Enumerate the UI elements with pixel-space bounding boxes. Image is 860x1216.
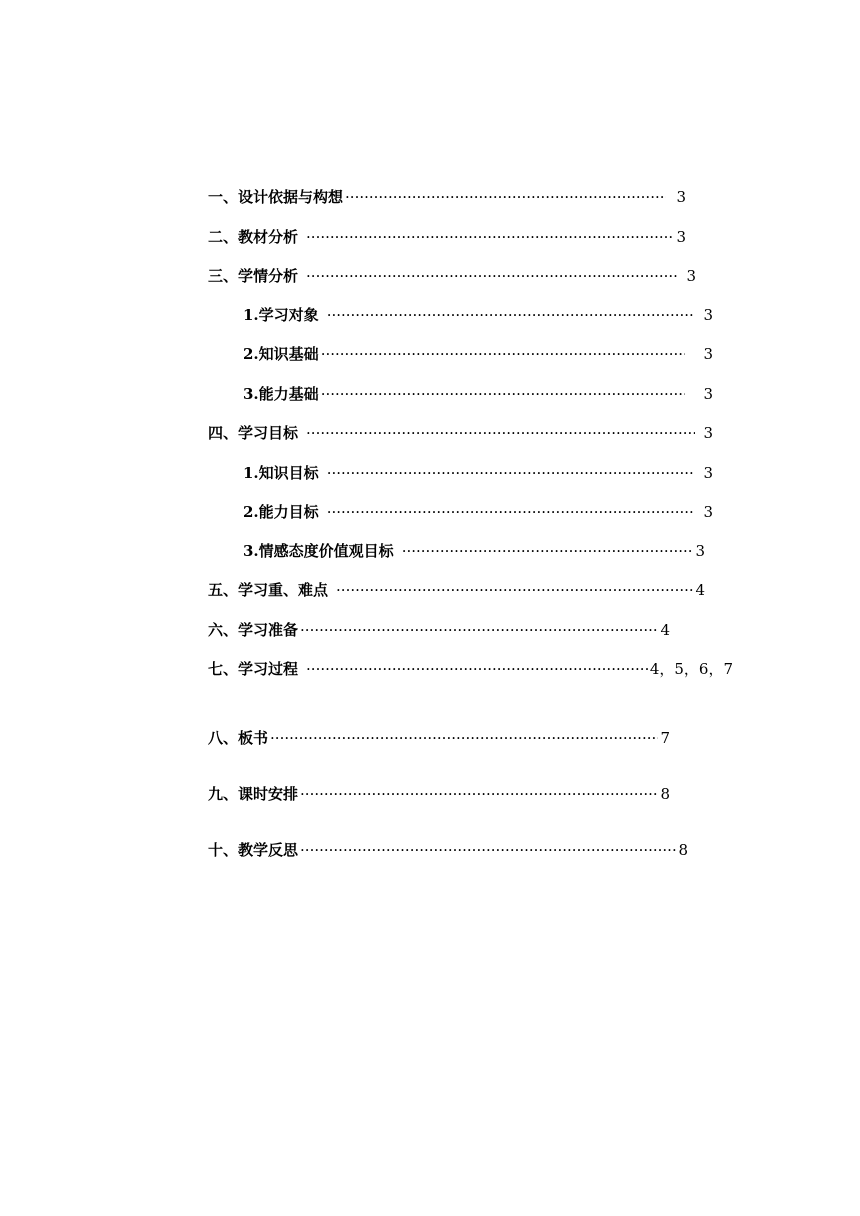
toc-number: 2.: [243, 345, 259, 363]
dot-leader: [336, 577, 693, 603]
dot-leader: [327, 460, 696, 486]
dot-leader: [321, 341, 686, 367]
dot-leader: [321, 381, 686, 407]
toc-page-number: 3: [703, 503, 713, 521]
toc-label: 学习准备: [238, 621, 299, 639]
toc-entry[interactable]: [208, 781, 670, 807]
toc-entry[interactable]: [208, 263, 696, 289]
toc-number: 三、: [208, 267, 239, 285]
toc-label: 板书: [238, 729, 269, 747]
toc-entry[interactable]: [208, 224, 686, 250]
toc-page-number: 3: [703, 424, 713, 442]
toc-entry[interactable]: [243, 499, 713, 525]
toc-label: 学习重、难点: [238, 581, 329, 599]
toc-page-number: 3: [686, 267, 696, 285]
toc-page-number: 7: [660, 729, 670, 747]
dot-leader: [300, 781, 658, 807]
dot-leader: [327, 499, 696, 525]
dot-leader: [306, 420, 695, 446]
toc-page-number: 8: [678, 841, 688, 859]
toc-page-number: 3: [676, 228, 686, 246]
toc-number: 八、: [208, 729, 239, 747]
dot-leader: [306, 224, 674, 250]
toc-entry[interactable]: [208, 617, 670, 643]
toc-page-number: 3: [703, 306, 713, 324]
toc-page-number: 8: [660, 785, 670, 803]
toc-entry[interactable]: [208, 837, 688, 863]
toc-label: 设计依据与构想: [238, 188, 344, 206]
toc-page-number: 3: [703, 464, 713, 482]
toc-page-number: 4: [695, 581, 705, 599]
dot-leader: [306, 263, 678, 289]
dot-leader: [306, 656, 648, 682]
toc-entry[interactable]: [208, 577, 705, 603]
toc-label: 教学反思: [238, 841, 299, 859]
toc-label: 学情分析: [238, 267, 299, 285]
dot-leader: [327, 302, 696, 328]
toc-entry[interactable]: [208, 656, 733, 682]
toc-number: 2.: [243, 503, 259, 521]
toc-page-number: 3: [695, 542, 705, 560]
toc-label: 教材分析: [238, 228, 299, 246]
toc-page-number: 3: [676, 188, 686, 206]
toc-label: 学习对象: [258, 306, 319, 324]
toc-entry[interactable]: [243, 460, 713, 486]
toc-number: 四、: [208, 424, 239, 442]
toc-number: 六、: [208, 621, 239, 639]
toc-number: 五、: [208, 581, 239, 599]
dot-leader: [300, 837, 676, 863]
toc-number: 3.: [243, 385, 259, 403]
toc-entry[interactable]: [243, 381, 713, 407]
toc-entry[interactable]: [243, 341, 713, 367]
toc-number: 七、: [208, 660, 239, 678]
toc-entry[interactable]: [243, 538, 705, 564]
toc-entry[interactable]: [208, 184, 686, 210]
toc-number: 1.: [243, 464, 259, 482]
toc-number: 九、: [208, 785, 239, 803]
dot-leader: [270, 725, 658, 751]
dot-leader: [402, 538, 694, 564]
toc-label: 能力目标: [258, 503, 319, 521]
dot-leader: [300, 617, 658, 643]
toc-page-number: 3: [703, 385, 713, 403]
toc-page-number: 3: [703, 345, 713, 363]
dot-leader: [345, 184, 666, 210]
toc-number: 3.: [243, 542, 259, 560]
toc-entry[interactable]: [243, 302, 713, 328]
toc-number: 1.: [243, 306, 259, 324]
toc-page-number: 4: [660, 621, 670, 639]
toc-label: 情感态度价值观目标: [258, 542, 394, 560]
toc-label: 课时安排: [238, 785, 299, 803]
toc-label: 能力基础: [258, 385, 319, 403]
toc-label: 知识目标: [258, 464, 319, 482]
toc-entry[interactable]: [208, 420, 713, 446]
toc-label: 学习过程: [238, 660, 299, 678]
toc-entry[interactable]: [208, 725, 670, 751]
toc-number: 二、: [208, 228, 239, 246]
toc-number: 一、: [208, 188, 239, 206]
toc-page-number: 4，5，6，7: [649, 660, 733, 678]
toc-label: 知识基础: [258, 345, 319, 363]
toc-label: 学习目标: [238, 424, 299, 442]
toc-number: 十、: [208, 841, 239, 859]
